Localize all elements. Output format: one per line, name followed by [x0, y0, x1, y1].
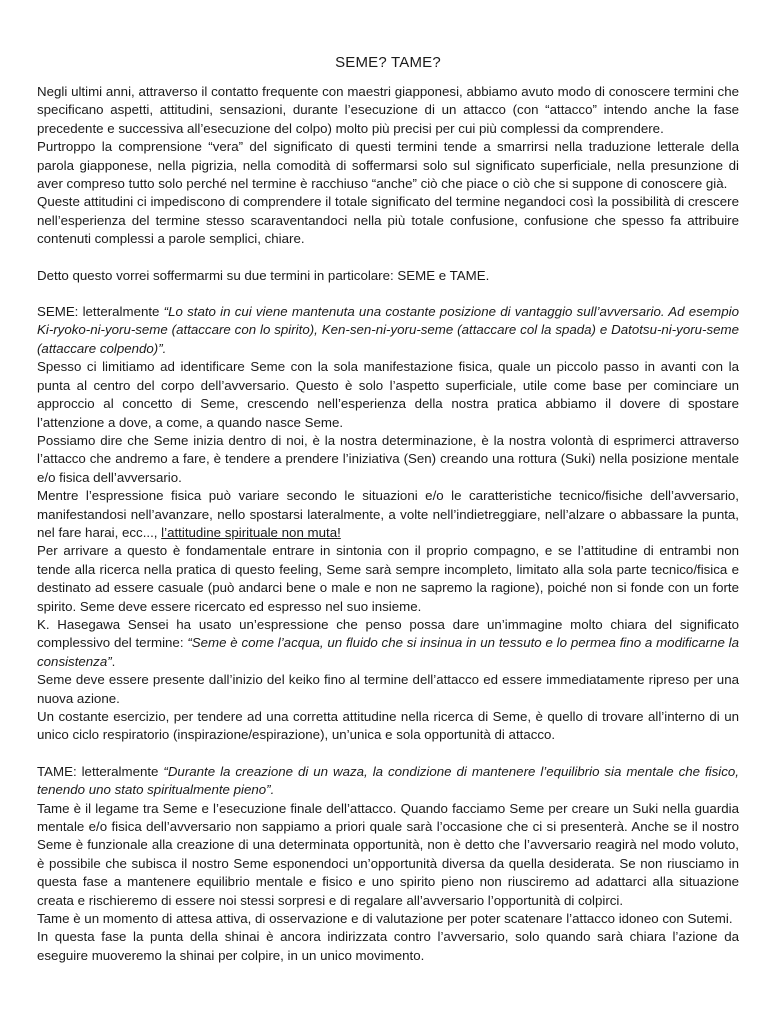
tame-paragraph-1: Tame è il legame tra Seme e l’esecuzione finale dell’attacco. Quando facciamo Seme per creare un Suki nella guardia mentale e/o fisica dell’avversario non sappiamo a priori quale sarà l’occasione che ci si presenterà. Anche se il nostro Seme è funzionale alla creazione di una determinata opportunità, non è detto che l’avversario reagirà nel modo voluto, è possibile che subisca il nostro Seme esponendoci un’opportunità diversa da quella desiderata. Se non riusciamo in questa fase a mantenere equilibrio mentale e fisico e uno spirito pieno non riusciremo ad adattarci alla situazione creata e rischieremo di essere noi stessi sorpresi e di regalare all’avversario l’opportunità di colpirci.: [37, 800, 739, 908]
tame-paragraph-3: In questa fase la punta della shinai è ancora indirizzata contro l’avversario, solo quando sarà chiara l’azione da eseguire muoveremo la shinai per colpire, in un unico movimento.: [37, 929, 739, 963]
seme-paragraph-2: Possiamo dire che Seme inizia dentro di noi, è la nostra determinazione, è la nostra volontà di esprimerci attraverso l’attacco che andremo a fare, è tendere a prendere l’iniziativa (Sen) creando una rottura (Suki) nella posizione mentale e/o fisica dell’avversario.: [37, 432, 739, 485]
seme-paragraph-6: Seme deve essere presente dall’inizio del keiko fino al termine dell’attacco ed essere immediatamente ripreso per una nuova azione.: [37, 672, 739, 706]
seme-label: SEME: letteralmente: [37, 304, 164, 320]
paragraph-gap: [37, 285, 739, 303]
intro-paragraph-1: Negli ultimi anni, attraverso il contatto frequente con maestri giapponesi, abbiamo avuto modo di conoscere termini che specificano aspetti, attitudini, sensazioni, durante l’esecuzione di un attacco (con “attacco” intendo anche la fase precedente e successiva all’esecuzione del colpo) molto più precisi per cui più complessi da comprendere.: [37, 84, 739, 136]
paragraph-gap: [37, 745, 739, 763]
tame-definition-quote: “Durante la creazione di un waza, la condizione di mantenere l’equilibrio sia mentale che fisico, tenendo uno stato spiritualmente pieno”.: [37, 763, 739, 798]
hasegawa-quote: “Seme è come l’acqua, un fluido che si insinua in un tessuto e lo permea fino a modificarne la consistenza”: [37, 635, 739, 669]
tame-definition-paragraph: [37, 763, 739, 800]
seme-definition-quote: “Lo stato in cui viene mantenuta una costante posizione di vantaggio sull’avversario. Ad esempio Ki-ryoko-ni-yoru-seme (attaccare con lo spirito), Ken-sen-ni-yoru-seme (attaccare col la spada) e Datotsu-ni-yoru-seme (attaccare colpendo)”.: [37, 304, 740, 356]
paragraph-gap: [37, 249, 739, 267]
seme-paragraph-1: Spesso ci limitiamo ad identificare Seme con la sola manifestazione fisica, quale un piccolo passo in avanti con la punta al centro del corpo dell’avversario. Questo è solo l’aspetto superficiale, utile come base per cominciare un approccio al concetto di Seme, crescendo nell’esperienza della nostra pratica abbiamo il dovere di spostare l’attenzione a dove, a come, a quando nasce Seme.: [37, 359, 739, 430]
tame-label: TAME: letteralmente: [37, 763, 164, 779]
seme-paragraph-5-end: .: [111, 653, 116, 669]
seme-paragraph-3: [37, 487, 739, 542]
seme-paragraph-5-text: K. Hasegawa Sensei ha usato un’espressione che penso possa dare un’immagine molto chiara del significato complessivo del termine:: [37, 616, 739, 651]
intro-paragraph-3: Queste attitudini ci impediscono di comprendere il totale significato del termine negandoci così la possibilità di crescere nell’esperienza del termine stesso scaraventandoci nella più totale confusione, confusione che spesso fa attribuire contenuti complessi a parole semplici, chiare.: [37, 194, 739, 247]
seme-paragraph-7: Un costante esercizio, per tendere ad una corretta attitudine nella ricerca di Seme, è quello di trovare all’interno di un unico ciclo respiratorio (inspirazione/espirazione), un’unica e sola opportunità di attacco.: [37, 709, 739, 743]
seme-paragraph-3-text: Mentre l’espressione fisica può variare secondo le situazioni e/o le caratteristiche tecnico/fisiche dell’avversario, manifestandosi nell’avanzare, nello spostarsi lateralmente, a volte nell’indietreggiare, nell’alzare o abbassare la punta, nel fare harai, ecc...,: [37, 488, 739, 540]
tame-paragraph-2: Tame è un momento di attesa attiva, di osservazione e di valutazione per poter scatenare l’attacco idoneo con Sutemi.: [37, 911, 733, 927]
transition-paragraph: Detto questo vorrei soffermarmi su due termini in particolare: SEME e TAME.: [37, 267, 490, 283]
document-title: SEME? TAME?: [335, 54, 441, 71]
intro-paragraph-2: Purtroppo la comprensione “vera” del significato di questi termini tende a smarrirsi nella traduzione letterale della parola giapponese, nella pigrizia, nella comodità di soffermarsi solo sul significato superficiale, nella presunzione di aver compreso tutto solo perché nel termine è racchiuso “anche” ciò che piace o ciò che si suppone di conoscere già.: [37, 139, 739, 192]
seme-definition-paragraph: [37, 303, 739, 358]
seme-paragraph-4: Per arrivare a questo è fondamentale entrare in sintonia con il proprio compagno, e se l’attitudine di entrambi non tende alla ricerca nella pratica di questo feeling, Seme sarà sempre incompleto, limitato alla sola parte tecnico/fisica e destinato ad essere casuale (può andarci bene o male e non ne sapremo la ragione), poiché non si fonde con un forte spirito. Seme deve essere ricercato ed espresso nel suo insieme.: [37, 543, 739, 614]
seme-underlined-phrase: l’attitudine spirituale non muta!: [161, 524, 341, 540]
seme-paragraph-5: [37, 616, 739, 671]
